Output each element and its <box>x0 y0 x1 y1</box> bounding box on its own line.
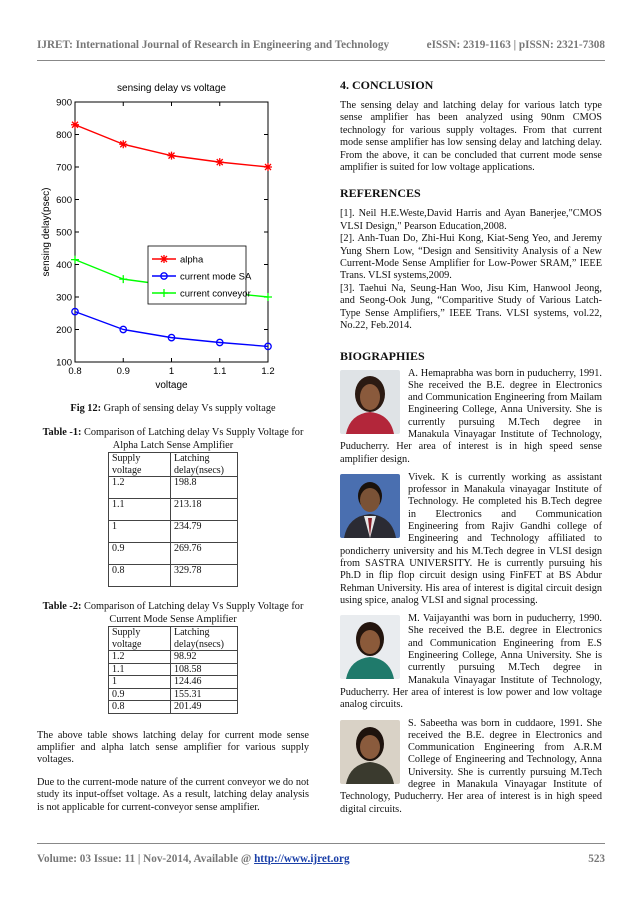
table-cell: 1 <box>109 676 171 689</box>
table-cell: 329.78 <box>171 565 238 587</box>
x-tick-label: 1.2 <box>261 366 275 377</box>
y-tick-label: 500 <box>56 227 72 239</box>
x-tick-label: 1 <box>168 366 175 377</box>
figure-caption-text: Graph of sensing delay Vs supply voltage <box>101 403 276 414</box>
references-heading: REFERENCES <box>340 186 421 201</box>
paragraph-table-summary: The above table shows latching delay for current mode sense amplifier and alpha latch sense amplifier for various supply voltages. <box>37 729 309 766</box>
figure-caption-label: Fig 12: <box>70 403 102 414</box>
table1-caption <box>37 427 309 452</box>
reference-item: [1]. Neil H.E.Weste,David Harris and Ayan Banerjee,"CMOS VLSI Design," Pearson Education,2008. <box>340 208 602 232</box>
table-row <box>109 521 238 543</box>
table2 <box>108 626 238 714</box>
table1-caption-label: Table -1: <box>42 427 82 439</box>
data-point-marker <box>160 255 168 263</box>
left-column <box>37 72 309 814</box>
table-row <box>109 676 238 689</box>
y-tick-label: 100 <box>56 357 72 369</box>
table1-col1-header: Supply voltage <box>109 453 171 477</box>
footer-text: Volume: 03 Issue: 11 | Nov-2014, Available @ <box>37 853 255 865</box>
table-cell: 234.79 <box>171 521 238 543</box>
y-tick-label: 600 <box>56 195 72 206</box>
table-cell: 0.8 <box>109 565 171 587</box>
table-cell: 1.1 <box>109 499 171 521</box>
page-footer <box>37 853 605 865</box>
table-cell: 201.49 <box>171 701 238 714</box>
table2-header-row <box>109 627 238 651</box>
table-cell: 124.46 <box>171 676 238 689</box>
x-tick-label: 1.1 <box>213 366 227 377</box>
table2-caption-text: Comparison of Latching delay Vs Supply Voltage for Current Mode Sense Amplifier <box>81 601 304 625</box>
table1-header-row <box>109 453 238 477</box>
table2-caption <box>37 601 309 626</box>
right-column <box>340 78 602 816</box>
biography-text: A. Hemaprabha was born in puducherry, 1991. She received the B.E. degree in Electronics and Communication Engineering from Mailam Engineering College, Anna University. She is currently pursuing M.Tech degree in Manakula Vinayagar Institute of Technology, Puducherry. Her area of interest is in high speed sense amplifier design. <box>340 367 602 465</box>
paragraph-current-conveyor: Due to the current-mode nature of the current conveyor we do not study its input-offset voltage. As a result, latching delay analysis is not applicable for current-conveyor sense amplifier. <box>37 776 309 813</box>
page-number: 523 <box>588 853 605 865</box>
data-point-marker <box>119 275 127 283</box>
biography-text: Vivek. K is currently working as assistant professor in Manakula vinayagar Institute of Technology. He completed his B.Tech degree in Electronics and Communication Engineering from Rajiv Gandhi college of Engineering and Technology affiliated to pondicherry university and his M.Tech degree in VLSI design from SASTRA UNIVERSITY. He is currently pursuing his Ph.D in flip flop circuit design using FinFET at BS Abdur Rehman University. His area of interest is digital circuit design using spice, analog VLSI and signal processing. <box>340 471 602 606</box>
table-cell: 155.31 <box>171 688 238 701</box>
data-point-marker <box>71 256 79 264</box>
page-header <box>37 39 605 51</box>
series-line <box>75 125 268 167</box>
biography-text: S. Sabeetha was born in cuddaore, 1991. She received the B.E. degree in Electronics and Communication Engineering from A.R.M College of Engineering and Technology, Anna University. She is currently pursuing M.Tech degree in Manakula Vinayagar Institute of Technology, Puducherry. Her area of interest is in high speed digital circuits. <box>340 717 602 815</box>
table-cell: 213.18 <box>171 499 238 521</box>
table-row <box>109 543 238 565</box>
table2-col2-header: Latching delay(nsecs) <box>171 627 238 651</box>
journal-link[interactable]: http://www.ijret.org <box>254 853 350 865</box>
table-cell: 1 <box>109 521 171 543</box>
y-tick-label: 200 <box>56 325 72 336</box>
y-tick-label: 300 <box>56 292 72 304</box>
legend-entry: current conveyor <box>180 288 251 300</box>
table2-caption-label: Table -2: <box>42 601 82 613</box>
biography-1 <box>340 368 602 466</box>
y-axis-label: sensing delay(psec) <box>41 187 52 277</box>
journal-name: IJRET: International Journal of Research in Engineering and Technology <box>37 39 390 51</box>
table1-caption-text: Comparison of Latching delay Vs Supply Voltage for Alpha Latch Sense Amplifier <box>81 427 304 451</box>
data-point-marker <box>71 121 79 129</box>
table-row <box>109 651 238 664</box>
table-cell: 1.2 <box>109 477 171 499</box>
table-cell: 0.8 <box>109 701 171 714</box>
author-photo <box>340 370 400 434</box>
y-tick-label: 700 <box>56 162 72 174</box>
data-point-marker <box>216 158 224 166</box>
footer-volume <box>37 853 350 865</box>
legend-entry: alpha <box>180 254 204 266</box>
issn: eISSN: 2319-1163 | pISSN: 2321-7308 <box>426 39 605 51</box>
data-point-marker <box>264 293 272 301</box>
footer-rule <box>37 843 605 844</box>
biography-3 <box>340 613 602 711</box>
biographies-heading: BIOGRAPHIES <box>340 348 425 363</box>
biography-4 <box>340 718 602 816</box>
table-cell: 1.2 <box>109 651 171 664</box>
table-cell: 0.9 <box>109 543 171 565</box>
data-point-marker <box>119 140 127 148</box>
conclusion-text: The sensing delay and latching delay for various latch type sense amplifier has been analyzed using 90nm CMOS technology for various supply voltages. From that current mode sense amplifier has low sensing delay and latching delay. From the above, it can be concluded that current mode sense amplifier is suited for low voltage applications. <box>340 100 602 174</box>
table-row <box>109 499 238 521</box>
table-row <box>109 565 238 587</box>
figure-caption <box>37 403 309 415</box>
table-row <box>109 701 238 714</box>
y-tick-label: 800 <box>56 130 72 141</box>
author-photo <box>340 474 400 538</box>
reference-item: [3]. Taehui Na, Seung-Han Woo, Jisu Kim, Hanwool Jeong, and Seong-Ook Jung, “Comparitive Study of Various Latch-Type Sense Amplifiers,” IEEE Trans. VLSI systems, vol.22, No.22, Feb.2014. <box>340 282 602 332</box>
chart-title: sensing delay vs voltage <box>117 83 226 94</box>
author-photo <box>340 615 400 679</box>
table-cell: 198.8 <box>171 477 238 499</box>
header-rule <box>37 60 605 61</box>
x-tick-label: 0.8 <box>68 366 82 377</box>
table-cell: 1.1 <box>109 663 171 676</box>
biography-text: M. Vaijayanthi was born in puducherry, 1990. She received the B.E. degree in Electronics and Communication Engineering from E.S Engineering College, Anna University. She is currently pursuing M.Tech degree in Manakula Vinayagar Institute of Technology, Puducherry. Her area of interest is low power and low voltage analog circuits. <box>340 613 602 711</box>
data-point-marker <box>264 163 272 171</box>
y-tick-label: 400 <box>56 260 72 271</box>
y-tick-label: 900 <box>56 97 72 109</box>
table-cell: 108.58 <box>171 663 238 676</box>
legend-entry: current mode SA <box>180 271 252 283</box>
table1 <box>108 452 238 587</box>
conclusion-heading: 4. CONCLUSION <box>340 78 434 92</box>
table-row <box>109 663 238 676</box>
table2-col1-header: Supply voltage <box>109 627 171 651</box>
table-row <box>109 477 238 499</box>
data-point-marker <box>168 152 176 160</box>
table-cell: 0.9 <box>109 688 171 701</box>
x-axis-label: voltage <box>155 380 188 391</box>
table-cell: 98.92 <box>171 651 238 664</box>
table-cell: 269.76 <box>171 543 238 565</box>
table-row <box>109 688 238 701</box>
x-tick-label: 0.9 <box>116 366 130 377</box>
author-photo <box>340 720 400 784</box>
table1-col2-header: Latching delay(nsecs) <box>171 453 238 477</box>
sensing-delay-chart <box>37 72 309 394</box>
biography-2 <box>340 472 602 607</box>
reference-item: [2]. Anh-Tuan Do, Zhi-Hui Kong, Kiat-Seng Yeo, and Jeremy Yung Shern Low, “Design and Sensitivity Analysis of a New Current-Mode Sense Amplifier for Low-Power SRAM,” IEEE Trans. VLSI systems,2009. <box>340 233 602 282</box>
